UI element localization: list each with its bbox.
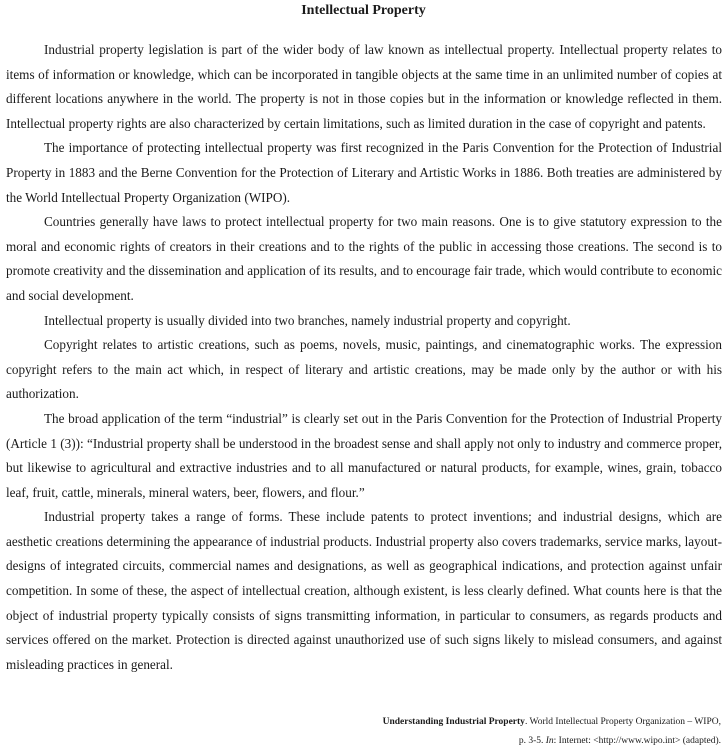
paragraph-5: Copyright relates to artistic creations, such as poems, novels, music, paintings, and cinematographic works. The expression copyright refers to the main act which, in respect of literary and artistic creations, may be made only by the author or with his authorization. xyxy=(6,337,722,402)
paragraph-4: Intellectual property is usually divided into two branches, namely industrial property and copyright. xyxy=(44,312,571,328)
paragraph-6: The broad application of the term “industrial” is clearly set out in the Paris Convention for the Protection of Industrial Property (Article 1 (3)): “Industrial property shall be understood in the broadest sense and shall apply not only to industry and commerce proper, but likewise to agricultural and extractive industries and to all manufactured or natural products, for example, wines, grain, tobacco leaf, fruit, cattle, minerals, mineral waters, beer, flowers, and flour.” xyxy=(6,410,722,500)
document-body xyxy=(6,38,722,677)
paragraph-7: Industrial property takes a range of forms. These include patents to protect inventions; and industrial designs, which are aesthetic creations determining the appearance of industrial products. Industrial property also covers trademarks, service marks, layout-designs of integrated circuits, commercial names and designations, as well as geographical indications, and protection against unfair competition. In some of these, the aspect of intellectual creation, although existent, is less clearly defined. What counts here is that the object of industrial property typically consists of signs transmitting information, in particular to consumers, as regards products and services offered on the market. Protection is directed against unauthorized use of such signs likely to mislead consumers, and against misleading practices in general. xyxy=(6,509,722,672)
source-citation xyxy=(321,713,721,751)
citation-internet-rest: : Internet: <http://www.wipo.int> (adapted). xyxy=(553,736,721,746)
citation-line-1 xyxy=(321,713,721,732)
citation-pages: p. 3-5. xyxy=(518,736,546,746)
paragraph-1: Industrial property legislation is part of the wider body of law known as intellectual property. Intellectual property relates to items of information or knowledge, which can be incorporated in tangible objects at the same time in an unlimited number of copies at different locations anywhere in the world. The property is not in those copies but in the information or knowledge reflected in them. Intellectual property rights are also characterized by certain limitations, such as limited duration in the case of copyright and patents. xyxy=(6,42,722,131)
citation-internet-label: In xyxy=(545,736,554,746)
paragraph-2: The importance of protecting intellectual property was first recognized in the Paris Convention for the Protection of Industrial Property in 1883 and the Berne Convention for the Protection of Literary and Artistic Works in 1886. Both treaties are administered by the World Intellectual Property Organization (WIPO). xyxy=(6,140,722,205)
citation-publisher: . World Intellectual Property Organization – WIPO, xyxy=(524,717,721,727)
paragraph-3: Countries generally have laws to protect intellectual property for two main reasons. One is to give statutory expression to the moral and economic rights of creators in their creations and to the rights of the public in accessing those creations. The second is to promote creativity and the dissemination and application of its results, and to encourage fair trade, which would contribute to economic and social development. xyxy=(6,214,722,303)
document-title: Intellectual Property xyxy=(301,3,426,18)
citation-line-2 xyxy=(321,732,721,751)
citation-source-title: Understanding Industrial Property xyxy=(382,717,525,727)
